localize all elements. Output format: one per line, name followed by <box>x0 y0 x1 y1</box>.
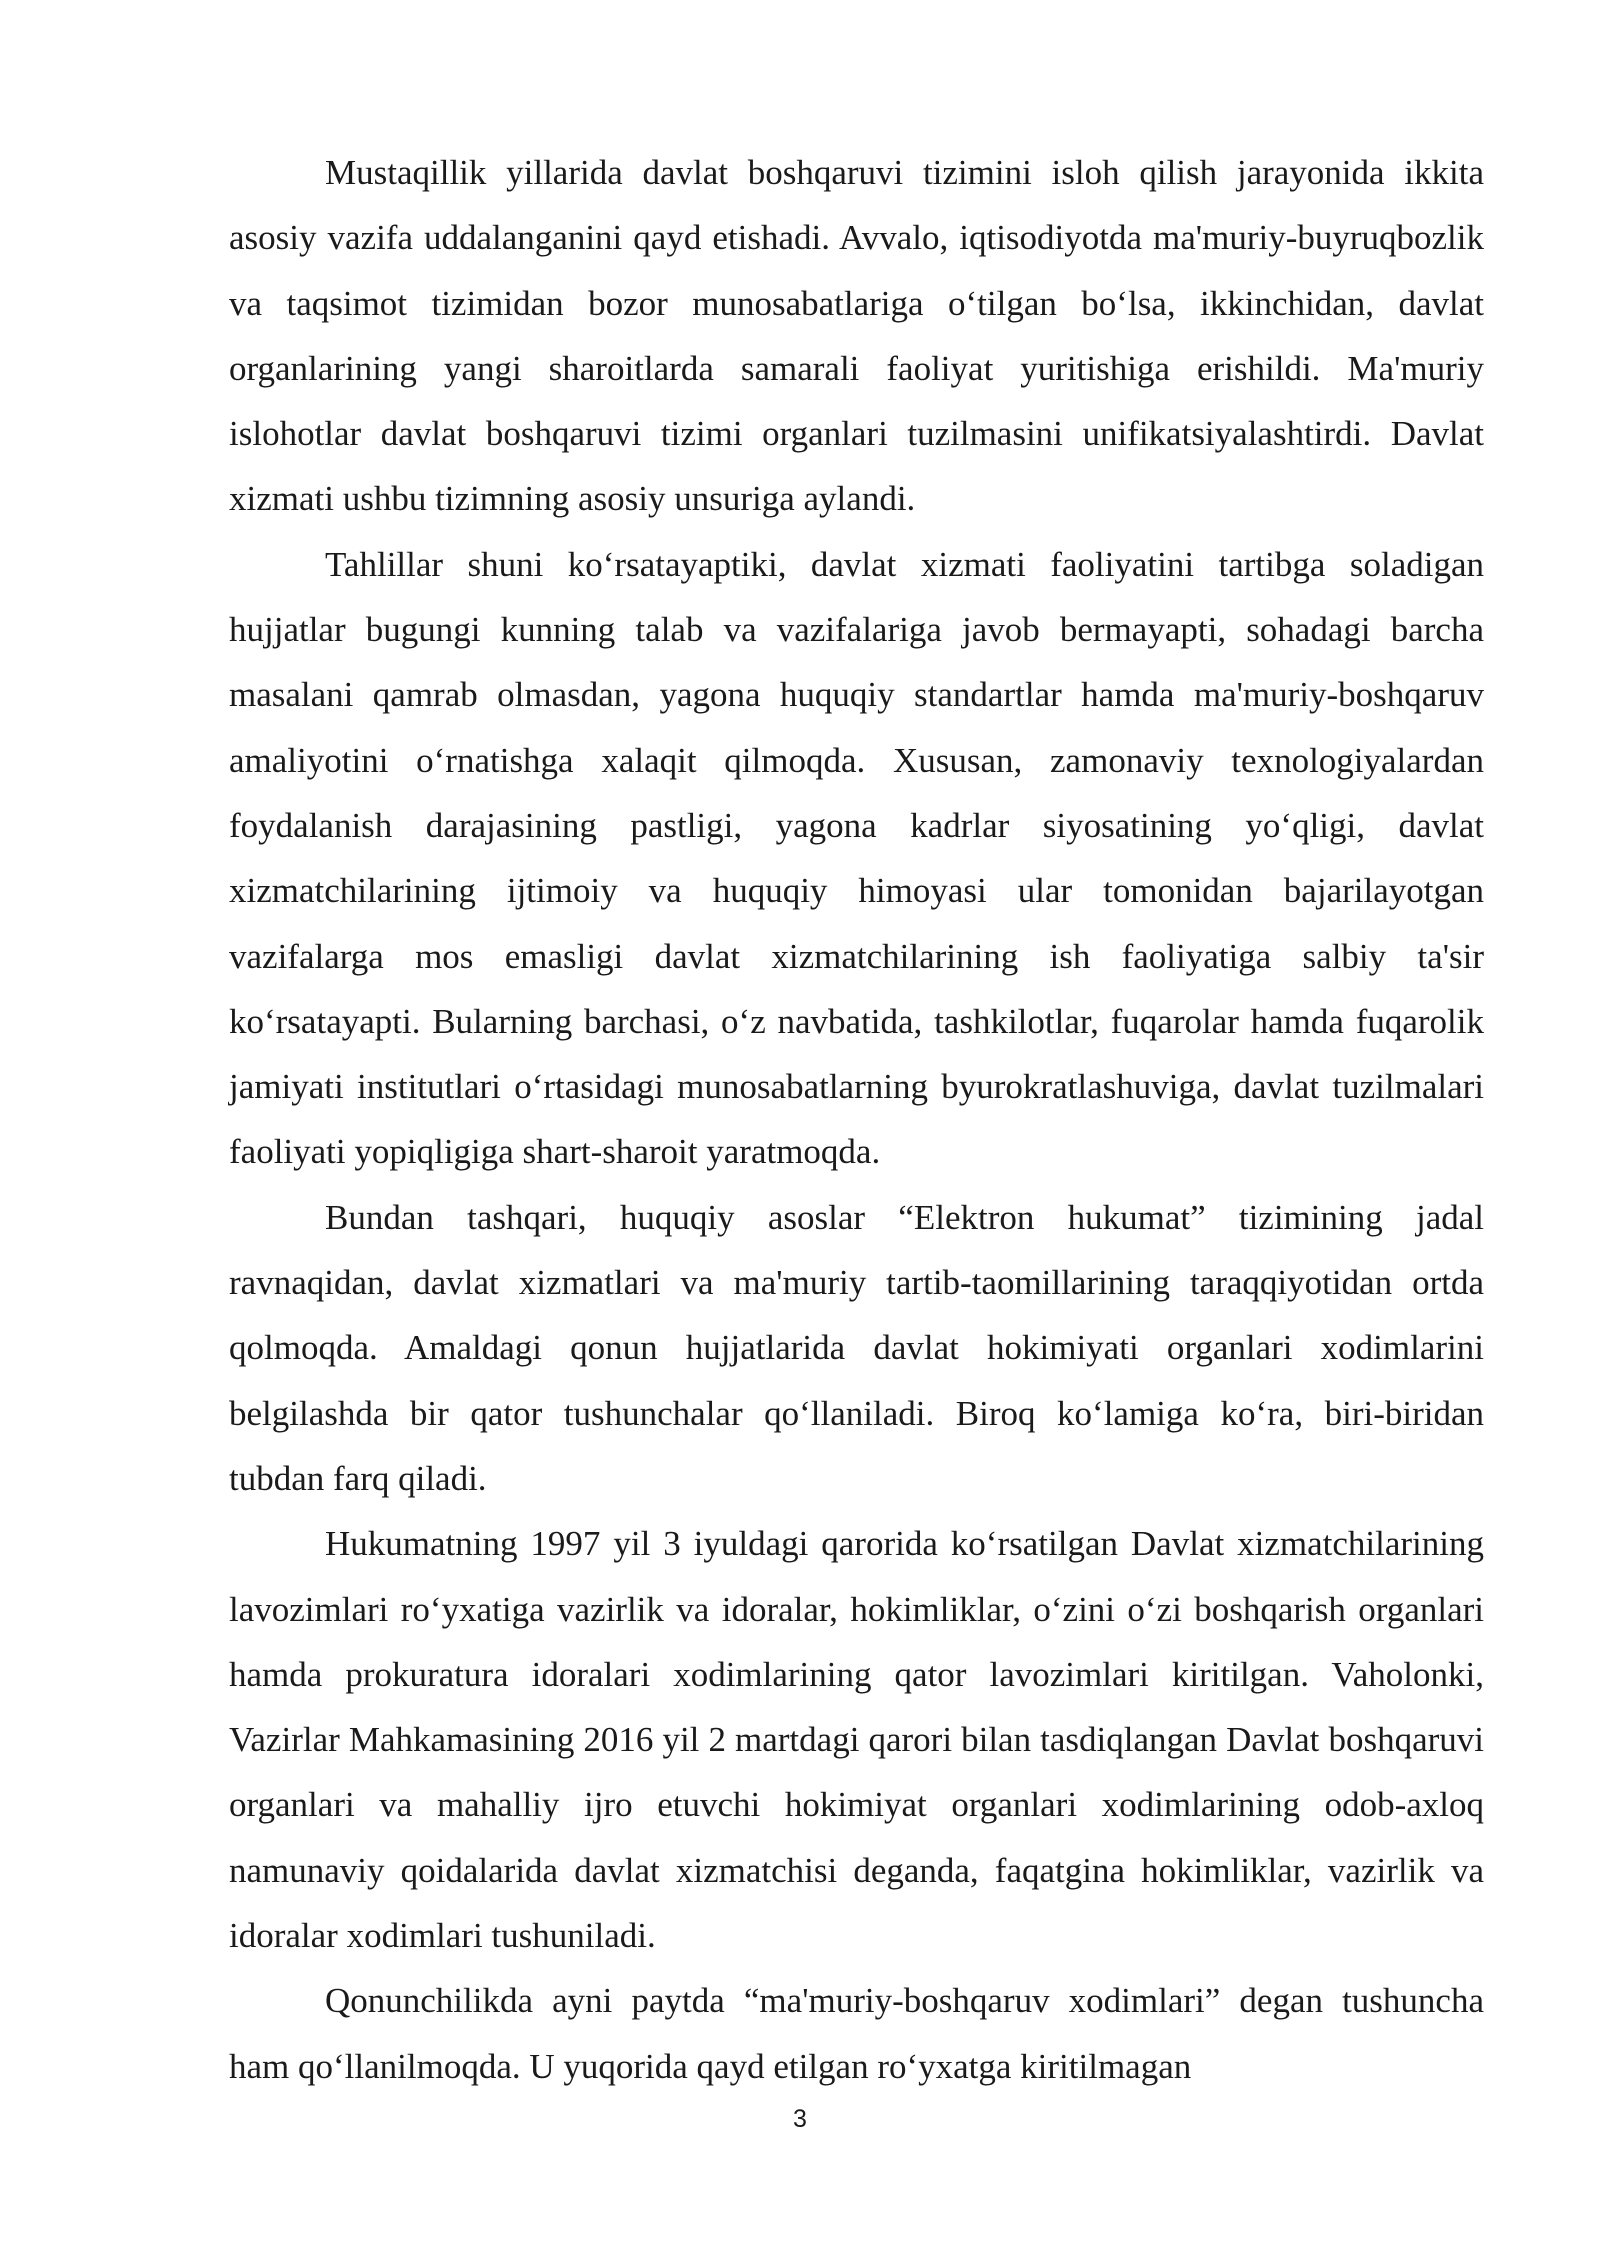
paragraph-2: Tahlillar shuni ko‘rsatayaptiki, davlat xizmati faoliyatini tartibga soladigan hujjatlar bugungi kunning talab va vazifalariga javob bermayapti, sohadagi barcha masalani qamrab olmasdan, yagona huquqiy standartlar hamda ma'muriy-boshqaruv amaliyotini o‘rnatishga xalaqit qilmoqda. Xususan, zamonaviy texnologiyalardan foydalanish darajasining pastligi, yagona kadrlar siyosatining yo‘qligi, davlat xizmatchilarining ijtimoiy va huquqiy himoyasi ular tomonidan bajarilayotgan vazifalarga mos emasligi davlat xizmatchilarining ish faoliyatiga salbiy ta'sir ko‘rsatayapti. Bularning barchasi, o‘z navbatida, tashkilotlar, fuqarolar hamda fuqarolik jamiyati institutlari o‘rtasidagi munosabatlarning byurokratlashuviga, davlat tuzilmalari faoliyati yopiqligiga shart-sharoit yaratmoqda. <box>229 544 1484 1172</box>
paragraph-3: Bundan tashqari, huquqiy asoslar “Elektron hukumat” tizimining jadal ravnaqidan, davlat xizmatlari va ma'muriy tartib-taomillarining taraqqiyotidan ortda qolmoqda. Amaldagi qonun hujjatlarida davlat hokimiyati organlari xodimlarini belgilashda bir qator tushunchalar qo‘llaniladi. Biroq ko‘lamiga ko‘ra, biri-biridan tubdan farq qiladi. <box>229 1197 1484 1498</box>
page-number: 3 <box>793 2105 807 2133</box>
document-body <box>229 140 1484 2099</box>
paragraph-1: Mustaqillik yillarida davlat boshqaruvi tizimini isloh qilish jarayonida ikkita asosiy vazifa uddalanganini qayd etishadi. Avvalo, iqtisodiyotda ma'muriy-buyruqbozlik va taqsimot tizimidan bozor munosabatlariga o‘tilgan bo‘lsa, ikkinchidan, davlat organlarining yangi sharoitlarda samarali faoliyat yuritishiga erishildi. Ma'muriy islohotlar davlat boshqaruvi tizimi organlari tuzilmasini unifikatsiyalashtirdi. Davlat xizmati ushbu tizimning asosiy unsuriga aylandi. <box>229 153 1484 519</box>
paragraph-5: Qonunchilikda ayni paytda “ma'muriy-boshqaruv xodimlari” degan tushuncha ham qo‘llanilmoqda. U yuqorida qayd etilgan ro‘yxatga kiritilmagan <box>229 1981 1484 2086</box>
paragraph-4: Hukumatning 1997 yil 3 iyuldagi qarorida ko‘rsatilgan Davlat xizmatchilarining lavozimlari ro‘yxatiga vazirlik va idoralar, hokimliklar, o‘zini o‘zi boshqarish organlari hamda prokuratura idoralari xodimlarining qator lavozimlari kiritilgan. Vaholonki, Vazirlar Mahkamasining 2016 yil 2 martdagi qarori bilan tasdiqlangan Davlat boshqaruvi organlari va mahalliy ijro etuvchi hokimiyat organlari xodimlarining odob-axloq namunaviy qoidalarida davlat xizmatchisi deganda, faqatgina hokimliklar, vazirlik va idoralar xodimlari tushuniladi. <box>229 1524 1484 1956</box>
